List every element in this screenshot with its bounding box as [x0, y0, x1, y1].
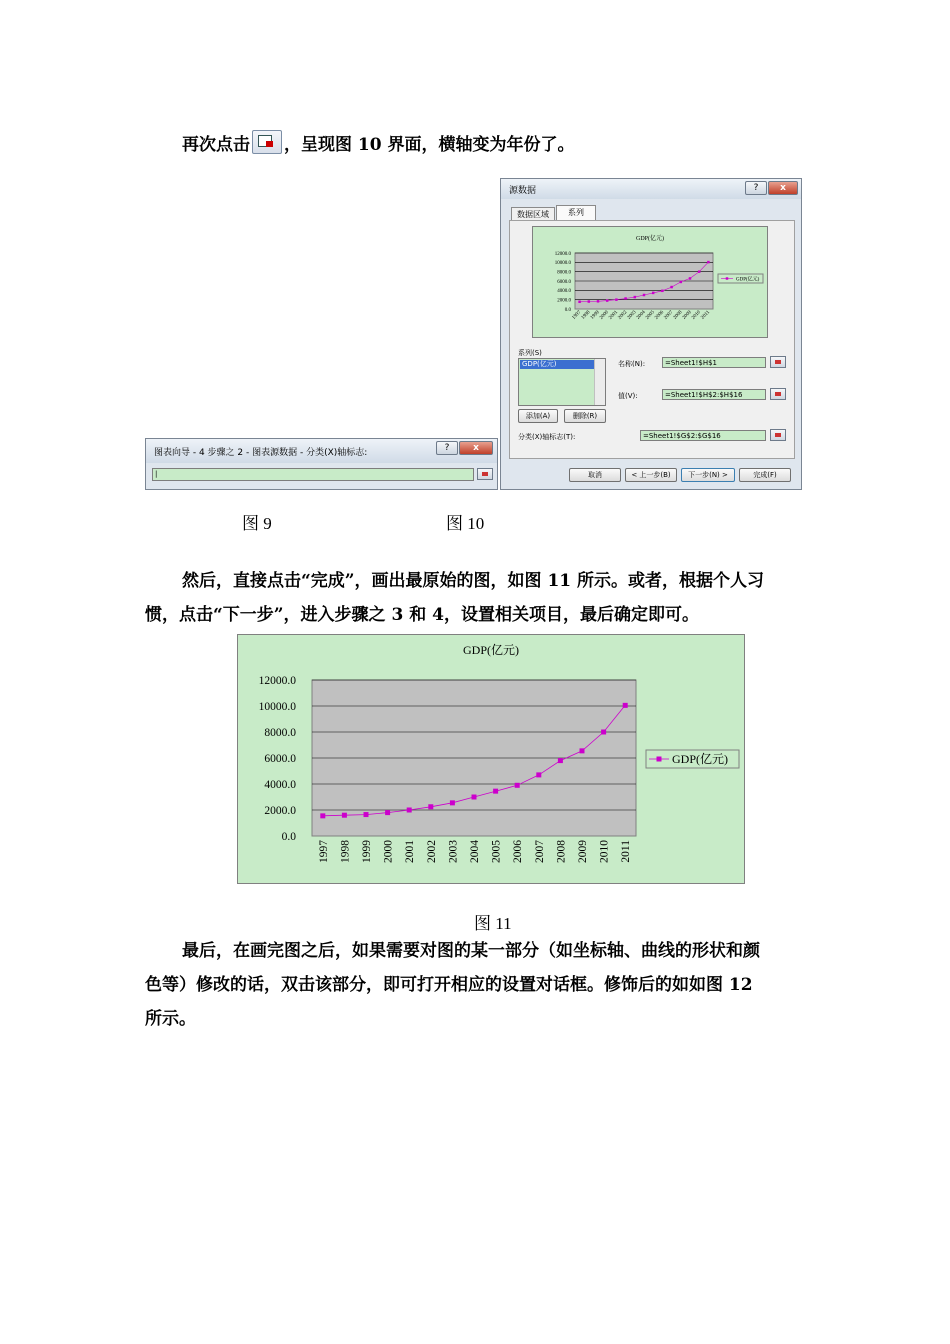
x-tick-label: 2002 — [617, 310, 629, 321]
chart-wizard-collapsed-dialog — [145, 438, 498, 490]
data-point — [578, 301, 581, 304]
data-point — [320, 813, 325, 818]
paragraph-1 — [182, 128, 822, 162]
value-label: 值(V): — [618, 392, 638, 400]
legend-marker — [726, 277, 729, 280]
x-tick-label: 2004 — [469, 840, 482, 863]
data-point — [558, 758, 563, 763]
paragraph-3-line-1: 最后，在画完图之后，如果需要对图的某一部分（如坐标轴、曲线的形状和颜 — [182, 941, 760, 961]
dialog-titlebar — [501, 179, 801, 199]
finish-button[interactable]: 完成(F) — [739, 468, 791, 482]
data-point — [472, 795, 477, 800]
caption-fig10: 图 10 — [446, 514, 485, 533]
x-tick-label: 2000 — [382, 840, 395, 863]
series-label: 系列(S) — [518, 349, 542, 357]
value-range-picker[interactable] — [770, 388, 786, 400]
x-tick-label: 2006 — [654, 310, 666, 321]
chart-title: GDP(亿元) — [636, 236, 664, 242]
tab-panel — [509, 220, 795, 459]
dialog-titlebar — [146, 439, 497, 463]
close-button[interactable]: x — [768, 181, 798, 195]
y-tick-label: 10000.0 — [554, 261, 571, 267]
x-tick-label: 2003 — [447, 840, 460, 863]
data-point — [643, 294, 646, 297]
x-tick-label: 2007 — [533, 840, 546, 863]
x-tick-label: 2010 — [598, 840, 611, 863]
data-point — [597, 300, 600, 303]
x-tick-label: 2009 — [682, 310, 693, 321]
data-point — [623, 703, 628, 708]
category-label: 分类(X)轴标志(T): — [518, 433, 576, 441]
source-data-dialog — [500, 178, 802, 490]
data-point — [515, 783, 520, 788]
paragraph-3 — [145, 934, 810, 1036]
x-tick-label: 2007 — [663, 310, 675, 321]
x-tick-label: 2009 — [577, 840, 590, 863]
data-point — [407, 808, 412, 813]
paragraph-2-line-2: 惯，点击“下一步”，进入步骤之 3 和 4，设置相关项目，最后确定即可。 — [145, 605, 699, 625]
help-button[interactable]: ? — [436, 441, 458, 455]
y-tick-label: 0.0 — [281, 831, 296, 844]
y-tick-label: 6000.0 — [557, 279, 571, 285]
data-point — [364, 812, 369, 817]
x-tick-label: 2011 — [620, 840, 633, 863]
data-point — [493, 789, 498, 794]
data-point — [601, 730, 606, 735]
data-point — [428, 804, 433, 809]
back-button[interactable]: < 上一步(B) — [625, 468, 677, 482]
paragraph-3-line-3: 所示。 — [145, 1009, 196, 1029]
x-tick-label: 2006 — [512, 840, 525, 863]
data-point — [652, 292, 655, 295]
x-tick-label: 2010 — [691, 310, 702, 321]
x-tick-label: 2011 — [700, 310, 712, 321]
y-tick-label: 4000.0 — [264, 779, 296, 792]
data-point — [634, 296, 637, 299]
category-field[interactable]: =Sheet1!$G$2:$G$16 — [640, 430, 766, 441]
series-list-item[interactable]: GDP(亿元) — [520, 360, 596, 369]
y-tick-label: 4000.0 — [557, 289, 571, 295]
data-point — [342, 813, 347, 818]
expand-dialog-button[interactable] — [477, 468, 493, 480]
range-input[interactable]: | — [152, 468, 474, 481]
y-tick-label: 6000.0 — [264, 753, 296, 766]
name-range-picker[interactable] — [770, 356, 786, 368]
data-point — [536, 772, 541, 777]
name-field[interactable]: =Sheet1!$H$1 — [662, 357, 766, 368]
y-tick-label: 12000.0 — [554, 251, 571, 257]
x-tick-label: 2005 — [490, 840, 503, 863]
y-tick-label: 2000.0 — [557, 298, 571, 304]
caption-fig9: 图 9 — [242, 514, 272, 533]
paragraph-1-text-after: ，呈现图 10 界面，横轴变为年份了。 — [284, 135, 575, 155]
x-tick-label: 2005 — [645, 310, 656, 321]
paragraph-2-line-1: 然后，直接点击“完成”，画出最原始的图，如图 11 所示。或者，根据个人习 — [182, 571, 765, 591]
x-tick-label: 2004 — [636, 310, 647, 321]
x-tick-label: 2008 — [672, 310, 684, 321]
x-tick-label: 1997 — [317, 840, 330, 863]
name-label: 名称(N): — [618, 360, 646, 368]
data-point — [698, 270, 701, 273]
legend-label: GDP(亿元) — [736, 277, 760, 283]
x-tick-label: 2001 — [608, 310, 620, 321]
data-point — [615, 298, 618, 301]
next-button[interactable]: 下一步(N) > — [681, 468, 735, 482]
data-point — [624, 297, 627, 300]
y-tick-label: 12000.0 — [258, 675, 296, 688]
data-point — [707, 261, 710, 264]
x-tick-label: 2008 — [555, 840, 568, 863]
delete-series-button[interactable]: 删除(R) — [564, 409, 606, 423]
legend-label: GDP(亿元) — [672, 752, 728, 767]
y-tick-label: 2000.0 — [264, 805, 296, 818]
y-tick-label: 8000.0 — [557, 270, 571, 276]
category-range-picker[interactable] — [770, 429, 786, 441]
data-point — [670, 286, 673, 289]
dialog-title: 源数据 — [509, 186, 537, 196]
close-button[interactable]: x — [459, 441, 493, 455]
tab-series[interactable]: 系列 — [556, 205, 596, 221]
x-tick-label: 1999 — [361, 840, 374, 863]
series-listbox[interactable] — [518, 358, 606, 406]
cancel-button[interactable]: 取消 — [569, 468, 621, 482]
add-series-button[interactable]: 添加(A) — [518, 409, 558, 423]
data-point — [606, 299, 609, 302]
data-point — [450, 800, 455, 805]
caption-fig11: 图 11 — [474, 914, 512, 933]
data-point — [385, 810, 390, 815]
y-tick-label: 8000.0 — [264, 727, 296, 740]
legend-marker — [657, 757, 662, 762]
x-tick-label: 2003 — [626, 310, 638, 321]
collapse-dialog-button-icon — [252, 130, 282, 154]
x-tick-label: 1999 — [590, 310, 601, 321]
y-tick-label: 10000.0 — [258, 701, 296, 714]
paragraph-2 — [145, 564, 810, 632]
value-field[interactable]: =Sheet1!$H$2:$H$16 — [662, 389, 766, 400]
paragraph-3-line-2: 色等）修改的话，双击该部分，即可打开相应的设置对话框。修饰后的如如图 12 — [145, 975, 753, 995]
data-point — [588, 300, 591, 303]
x-tick-label: 1998 — [580, 310, 592, 321]
x-tick-label: 1997 — [571, 310, 583, 321]
y-tick-label: 0.0 — [564, 307, 571, 313]
x-tick-label: 2000 — [599, 310, 610, 321]
tab-data-range[interactable]: 数据区域 — [511, 207, 555, 221]
x-tick-label: 2002 — [425, 840, 438, 863]
series-list-scrollbar[interactable] — [594, 359, 605, 405]
paragraph-1-text-before: 再次点击 — [182, 135, 250, 155]
data-point — [661, 290, 664, 293]
gdp-chart — [237, 634, 745, 884]
data-point — [580, 748, 585, 753]
help-button[interactable]: ? — [745, 181, 767, 195]
data-point — [689, 277, 692, 280]
data-point — [680, 281, 683, 284]
chart-title: GDP(亿元) — [463, 643, 519, 657]
x-tick-label: 1998 — [339, 840, 352, 863]
x-tick-label: 2001 — [404, 840, 417, 863]
dialog-title: 图表向导 - 4 步骤之 2 - 图表源数据 - 分类(X)轴标志: — [154, 448, 368, 458]
preview-chart — [532, 226, 768, 338]
